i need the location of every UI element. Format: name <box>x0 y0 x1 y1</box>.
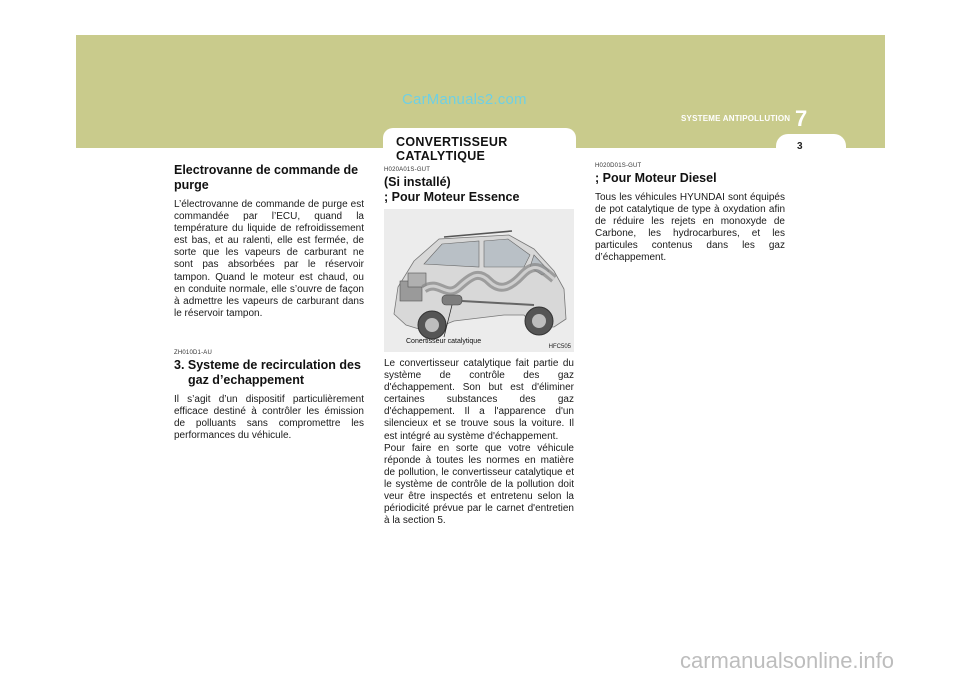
figure-code: HFC505 <box>548 344 571 350</box>
catalytic-converter-figure <box>384 209 574 352</box>
right-column <box>595 163 785 265</box>
egr-heading: 3. Systeme de recirculation des gaz d’echappement <box>174 357 361 387</box>
egr-text: Il s’agit d’un dispositif particulièrement efficace destiné à contrôler les émission de polluants sans compromettre les performances du véhicule. <box>174 393 364 442</box>
page-tab <box>776 134 846 162</box>
diesel-text: Tous les véhicules HYUNDAI sont équipés de pot catalytique de type à oxydation afin de réduire les rejets en monoxyde de Carbone, les hydrocarbures, et les particules contenus dans les gaz d’échappement. <box>595 192 785 264</box>
diesel-heading: ; Pour Moteur Diesel <box>595 171 717 185</box>
watermark-bottom: carmanualsonline.info <box>680 648 895 673</box>
page-number: 3 <box>797 141 803 152</box>
chapter-number: 7 <box>795 106 808 131</box>
egr-code: ZH010D1-AU <box>174 349 213 356</box>
chapter-title: SYSTEME ANTIPOLLUTION <box>681 114 791 123</box>
petrol-code: H020A01S-GUT <box>384 167 431 173</box>
car-illustration <box>384 209 574 352</box>
watermark-top: CarManuals2.com <box>402 91 527 108</box>
figure-label: Conertisseur catalytique <box>406 338 482 345</box>
purge-valve-text: L’électrovanne de commande de purge est commandée par l’ECU, quand la température du liquide de refroidissement est bas, et au ralenti, elle est fermée, de sorte que les vapeurs de carburant ne sont pas absorbées par le réservoir tampon. Quand le moteur est chaud, ou en conduite normale, elle s’ouvre de façon à admettre les vapeurs de carburant dans le réservoir tampon. <box>174 199 364 319</box>
middle-column <box>384 167 574 527</box>
petrol-heading: (Si installé) ; Pour Moteur Essence <box>384 175 520 204</box>
diesel-code: H020D01S-GUT <box>595 163 642 169</box>
purge-valve-heading: Electrovanne de commande de purge <box>174 163 359 192</box>
left-column <box>174 163 364 442</box>
converter-text: Le convertisseur catalytique fait partie du système de contrôle des gaz d'échappement. Son but est d'éliminer certaines substances des gaz d'échappement. Il a l'apparence d'un silencieux et se trouve sous la voiture. Il est intégré au système d'échappement. Pour faire en sorte que votre véhicule réponde à toutes les normes en matière de pollution, le convertisseur catalytique et le système de contrôle de la pollution doit veur être inspectés et entretenu selon la périodicité prévue par le carnet d'entretien à la section 5. <box>384 358 574 527</box>
section-title: CONVERTISSEUR CATALYTIQUE <box>396 135 508 163</box>
